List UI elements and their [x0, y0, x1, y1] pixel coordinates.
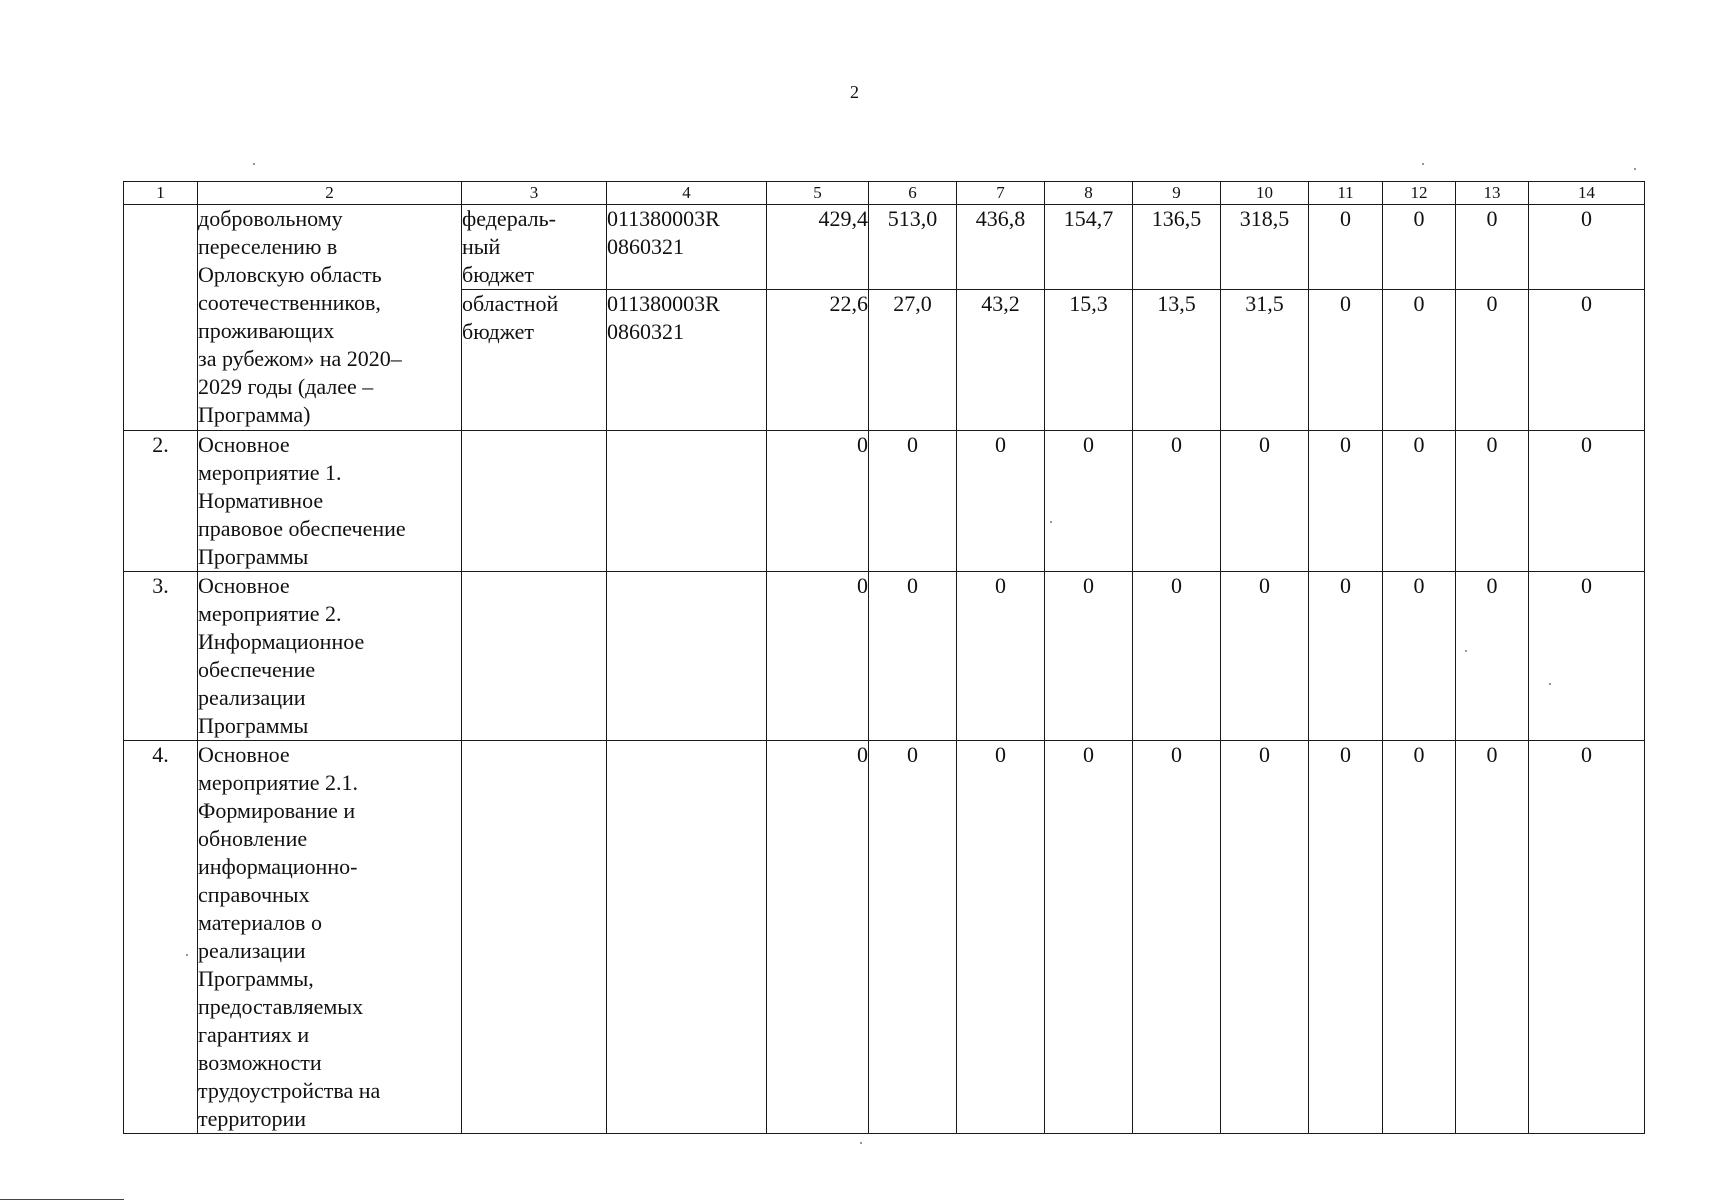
header-cell: 9 [1133, 182, 1221, 205]
row-index: 4. [124, 741, 198, 1134]
header-cell: 4 [607, 182, 767, 205]
table-row [124, 741, 1645, 1134]
activity-name-line: трудоустройства на [198, 1078, 381, 1103]
value-cell: 31,5 [1221, 290, 1309, 431]
source-line: бюджет [462, 262, 534, 287]
row-index: 2. [124, 431, 198, 572]
program-name-cell [198, 205, 462, 431]
value-cell: 0 [1309, 741, 1383, 1134]
activity-name-line: мероприятие 1. [198, 460, 342, 485]
value-cell: 0 [1221, 572, 1309, 741]
value-cell: 0 [1529, 431, 1645, 572]
value-cell: 0 [1045, 431, 1133, 572]
empty-cell [607, 431, 767, 572]
program-name-line: соотечественников, [198, 290, 381, 315]
value-cell: 0 [1309, 431, 1383, 572]
value-cell: 0 [1529, 741, 1645, 1134]
value-cell: 13,5 [1133, 290, 1221, 431]
value-cell: 0 [957, 741, 1045, 1134]
source-line: бюджет [462, 319, 534, 344]
activity-name-line: Основное [198, 432, 290, 457]
activity-name-cell [198, 431, 462, 572]
value-cell: 0 [1045, 741, 1133, 1134]
value-cell: 429,4 [767, 205, 869, 290]
activity-name-line: Основное [198, 573, 290, 598]
value-cell: 0 [957, 572, 1045, 741]
value-cell: 318,5 [1221, 205, 1309, 290]
value-cell: 0 [1529, 290, 1645, 431]
header-cell: 10 [1221, 182, 1309, 205]
value-cell: 0 [767, 572, 869, 741]
value-cell: 22,6 [767, 290, 869, 431]
value-cell: 436,8 [957, 205, 1045, 290]
value-cell: 154,7 [1045, 205, 1133, 290]
value-cell: 0 [1456, 205, 1529, 290]
table-row [124, 572, 1645, 741]
table-row-federal [124, 205, 1645, 290]
code-line: 0860321 [607, 319, 684, 344]
activity-name-cell [198, 741, 462, 1134]
source-line: областной [462, 291, 559, 316]
source-line: федераль- [462, 206, 556, 231]
program-name-line: за рубежом» на 2020– [198, 346, 402, 371]
funding-source-regional [462, 290, 607, 431]
activity-name-line: Формирование и [198, 798, 356, 823]
value-cell: 0 [869, 572, 957, 741]
program-name-line: добровольному [198, 206, 343, 231]
empty-cell [462, 572, 607, 741]
value-cell: 0 [957, 431, 1045, 572]
value-cell: 0 [1383, 741, 1456, 1134]
scan-speck [1422, 163, 1424, 165]
value-cell: 0 [1383, 205, 1456, 290]
value-cell: 0 [1133, 572, 1221, 741]
value-cell: 0 [1309, 205, 1383, 290]
header-cell: 13 [1456, 182, 1529, 205]
activity-name-line: обеспечение [198, 657, 316, 682]
source-line: ный [462, 234, 501, 259]
empty-cell [607, 572, 767, 741]
empty-cell [462, 431, 607, 572]
header-cell: 5 [767, 182, 869, 205]
value-cell: 0 [1045, 572, 1133, 741]
value-cell: 0 [1309, 290, 1383, 431]
activity-name-line: Программы [198, 713, 309, 738]
activity-name-line: территории [198, 1106, 307, 1131]
value-cell: 0 [1133, 431, 1221, 572]
value-cell: 0 [1133, 741, 1221, 1134]
activity-name-line: материалов о [198, 910, 322, 935]
code-line: 011380003R [607, 206, 720, 231]
program-name-line: Орловскую область [198, 262, 382, 287]
value-cell: 0 [869, 741, 957, 1134]
program-name-line: 2029 годы (далее – [198, 374, 374, 399]
empty-cell [607, 741, 767, 1134]
program-name-line: переселению в [198, 234, 338, 259]
scan-speck [1549, 683, 1551, 685]
activity-name-line: реализации [198, 685, 306, 710]
activity-name-line: мероприятие 2.1. [198, 770, 359, 795]
page-number: 2 [850, 82, 859, 102]
row-index [124, 205, 198, 431]
value-cell: 43,2 [957, 290, 1045, 431]
scan-speck [1050, 521, 1052, 523]
value-cell: 0 [1456, 290, 1529, 431]
funding-source-federal [462, 205, 607, 290]
activity-name-line: реализации [198, 938, 306, 963]
activity-name-line: мероприятие 2. [198, 601, 342, 626]
code-line: 0860321 [607, 234, 684, 259]
value-cell: 15,3 [1045, 290, 1133, 431]
value-cell: 0 [1529, 572, 1645, 741]
header-cell: 14 [1529, 182, 1645, 205]
value-cell: 0 [1456, 741, 1529, 1134]
activity-name-line: Основное [198, 742, 290, 767]
value-cell: 0 [1309, 572, 1383, 741]
activity-name-line: Программы, [198, 966, 314, 991]
header-cell: 6 [869, 182, 957, 205]
header-row [124, 182, 1645, 205]
header-cell: 1 [124, 182, 198, 205]
row-index: 3. [124, 572, 198, 741]
scan-speck [1634, 168, 1636, 170]
budget-table [123, 181, 1645, 1134]
code-line: 011380003R [607, 291, 720, 316]
value-cell: 0 [1529, 205, 1645, 290]
value-cell: 0 [1383, 431, 1456, 572]
program-name-line: проживающих [198, 318, 335, 343]
scan-speck [860, 1142, 862, 1144]
header-cell: 7 [957, 182, 1045, 205]
activity-name-line: возможности [198, 1050, 322, 1075]
value-cell: 0 [1383, 572, 1456, 741]
value-cell: 0 [869, 431, 957, 572]
activity-name-line: предоставляемых [198, 994, 364, 1019]
header-cell: 2 [198, 182, 462, 205]
budget-code-federal [607, 205, 767, 290]
program-name-line: Программа) [198, 402, 311, 427]
header-cell: 3 [462, 182, 607, 205]
value-cell: 0 [767, 431, 869, 572]
table-row [124, 431, 1645, 572]
activity-name-line: обновление [198, 826, 308, 851]
budget-code-regional [607, 290, 767, 431]
value-cell: 513,0 [869, 205, 957, 290]
value-cell: 136,5 [1133, 205, 1221, 290]
value-cell: 0 [1383, 290, 1456, 431]
scan-speck [1465, 650, 1467, 652]
empty-cell [462, 741, 607, 1134]
value-cell: 0 [1456, 431, 1529, 572]
activity-name-line: гарантиях и [198, 1022, 310, 1047]
scan-speck [253, 163, 255, 165]
value-cell: 27,0 [869, 290, 957, 431]
value-cell: 0 [1456, 572, 1529, 741]
value-cell: 0 [1221, 431, 1309, 572]
scan-speck [186, 954, 188, 956]
activity-name-cell [198, 572, 462, 741]
activity-name-line: Информационное [198, 629, 365, 654]
value-cell: 0 [1221, 741, 1309, 1134]
activity-name-line: правовое обеспечение [198, 516, 406, 541]
activity-name-line: справочных [198, 882, 310, 907]
activity-name-line: информационно- [198, 854, 358, 879]
header-cell: 11 [1309, 182, 1383, 205]
header-cell: 12 [1383, 182, 1456, 205]
value-cell: 0 [767, 741, 869, 1134]
activity-name-line: Программы [198, 544, 309, 569]
activity-name-line: Нормативное [198, 488, 324, 513]
header-cell: 8 [1045, 182, 1133, 205]
